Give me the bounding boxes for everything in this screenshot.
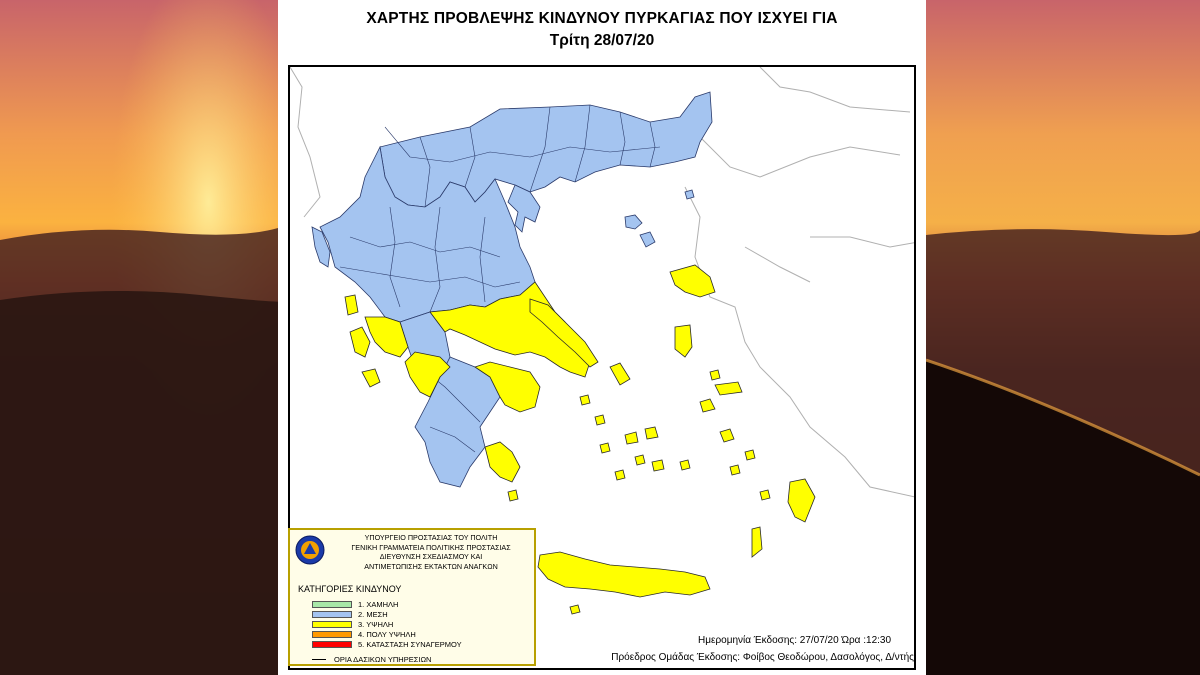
legend-swatch — [312, 631, 352, 638]
legend-label: 3. ΥΨΗΛΗ — [358, 620, 394, 629]
limnos-island — [640, 232, 655, 247]
map-title: ΧΑΡΤΗΣ ΠΡΟΒΛΕΨΗΣ ΚΙΝΔΥΝΟΥ ΠΥΡΚΑΓΙΑΣ ΠΟΥ ΙΣΧΥΕΙ ΓΙΑ — [366, 10, 838, 27]
cyclades-islands — [580, 370, 770, 500]
organization-text — [328, 533, 534, 571]
samothraki-island — [685, 190, 694, 199]
legend-category-medium — [312, 610, 388, 619]
civil-protection-emblem-icon — [295, 535, 325, 565]
kefalonia-island — [350, 327, 370, 357]
samos-island — [715, 382, 742, 395]
legend-swatch — [312, 621, 352, 628]
crete-island — [538, 552, 710, 597]
legend-label: 5. ΚΑΤΑΣΤΑΣΗ ΣΥΝΑΓΕΡΜΟΥ — [358, 640, 462, 649]
legend-swatch — [312, 641, 352, 648]
legend-label: 1. ΧΑΜΗΛΗ — [358, 600, 399, 609]
legend-heading: ΚΑΤΗΓΟΡΙΕΣ ΚΙΝΔΥΝΟΥ — [298, 584, 402, 594]
legend-swatch — [312, 611, 352, 618]
org-line: ΥΠΟΥΡΓΕΙΟ ΠΡΟΣΤΑΣΙΑΣ ΤΟΥ ΠΟΛΙΤΗ — [364, 533, 498, 542]
org-line: ΓΕΝΙΚΗ ΓΡΑΜΜΑΤΕΙΑ ΠΟΛΙΤΙΚΗΣ ΠΡΟΣΤΑΣΙΑΣ — [351, 542, 511, 552]
legend-border-entry — [312, 655, 431, 664]
lefkada-island — [345, 295, 358, 315]
org-line: ΔΙΕΥΘΥΝΣΗ ΣΧΕΔΙΑΣΜΟΥ ΚΑΙ — [379, 552, 483, 561]
chios-island — [675, 325, 692, 357]
issue-date: Ημερομηνία Έκδοσης: 27/07/20 Ώρα :12:30 — [698, 635, 892, 646]
issuer: Πρόεδρος Ομάδας Έκδοσης: Φοίβος Θεοδώρου, Δασολόγος, Δ/ντής — [611, 652, 914, 663]
legend-category-alarm — [312, 640, 462, 649]
legend-box — [288, 528, 536, 666]
legend-swatch — [312, 601, 352, 608]
northern-greece-region — [380, 92, 712, 207]
border-line-sample — [312, 659, 326, 660]
zakynthos-island — [362, 369, 380, 387]
legend-category-high — [312, 620, 393, 629]
rhodes-island — [788, 479, 815, 522]
legend-category-low — [312, 600, 398, 609]
laconia-region — [485, 442, 520, 482]
border-label: ΟΡΙΑ ΔΑΣΙΚΩΝ ΥΠΗΡΕΣΙΩΝ — [334, 655, 432, 664]
legend-category-very-high — [312, 630, 416, 639]
background-sunset-right — [926, 0, 1200, 675]
org-line: ΑΝΤΙΜΕΤΩΠΙΣΗΣ ΕΚΤΑΚΤΩΝ ΑΝΑΓΚΩΝ — [364, 561, 498, 571]
lesvos-island — [670, 265, 715, 297]
thasos-island — [625, 215, 642, 229]
medium-risk-islands — [640, 190, 694, 247]
karpathos-island — [752, 527, 762, 557]
fire-risk-map-card — [278, 0, 926, 675]
skyros-island — [610, 363, 630, 385]
background-sunset-left — [0, 0, 278, 675]
legend-label: 4. ΠΟΛΥ ΥΨΗΛΗ — [358, 630, 416, 639]
map-date: Τρίτη 28/07/20 — [549, 32, 655, 49]
legend-label: 2. ΜΕΣΗ — [358, 610, 388, 619]
